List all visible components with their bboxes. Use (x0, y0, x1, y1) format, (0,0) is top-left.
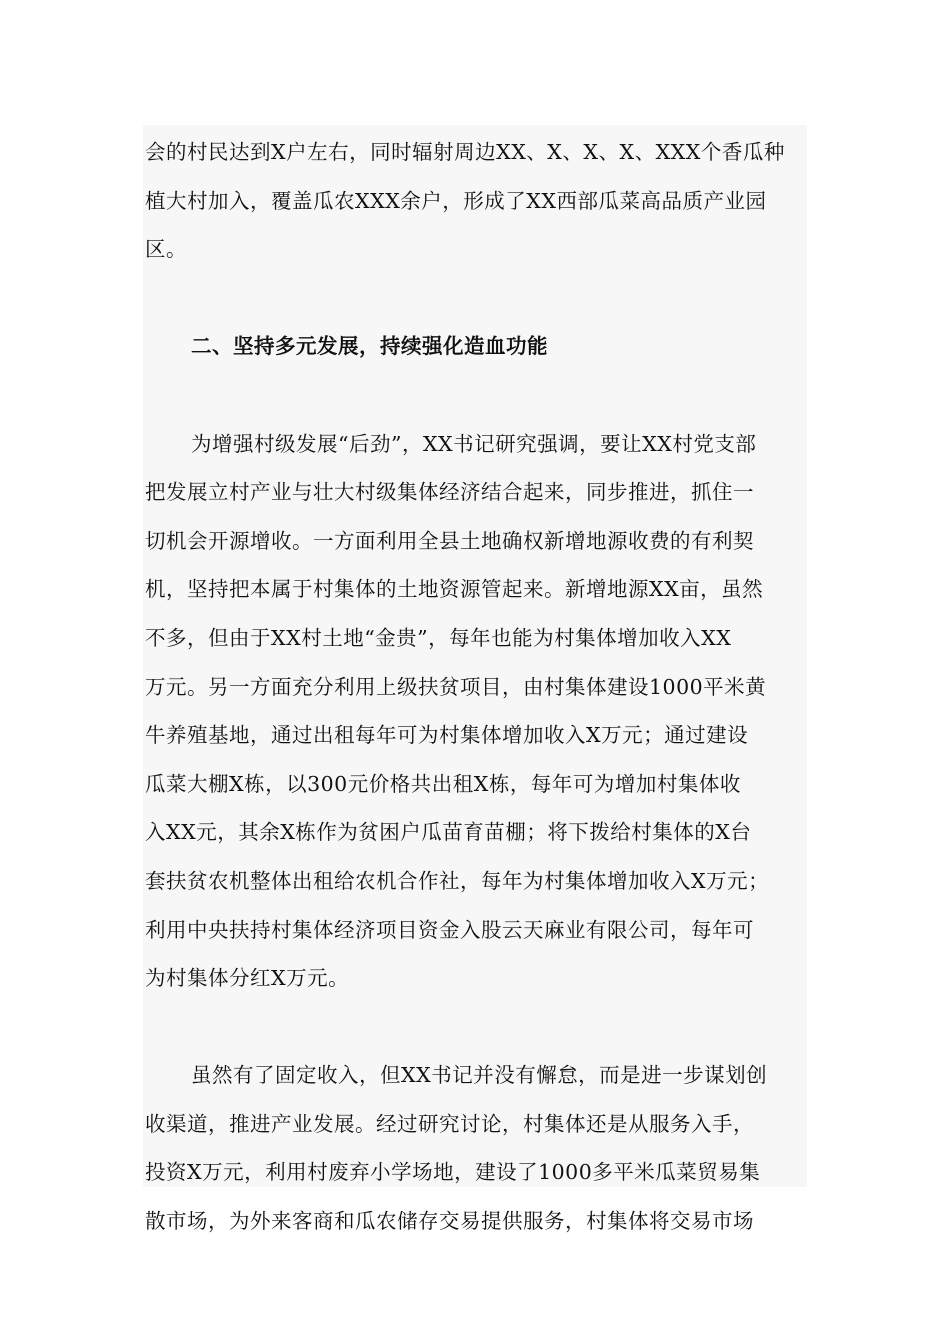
paragraph (145, 420, 810, 1003)
text-line: 切机会开源增收。一方面利用全县土地确权新增地源收费的有利契 (145, 528, 754, 553)
text-line: 散市场，为外来客商和瓜农储存交易提供服务，村集体将交易市场 (145, 1209, 754, 1234)
text-line: 投资X万元，利用村废弃小学场地，建设了1000多平米瓜菜贸易集 (145, 1160, 761, 1185)
paragraph-spacer (145, 1003, 810, 1052)
paragraph (145, 1051, 810, 1245)
document-body (145, 128, 810, 1246)
section-heading: 二、坚持多元发展，持续强化造血功能 (191, 334, 548, 359)
text-line: 入XX元，其余X栋作为贫困户瓜苗育苗棚；将下拨给村集体的X台 (145, 820, 752, 845)
paragraph (145, 128, 810, 274)
paragraph-spacer (145, 274, 810, 323)
text-line: 为增强村级发展“后劲”，XX书记研究强调，要让XX村党支部 (191, 431, 757, 456)
text-line: 套扶贫农机整体出租给农机合作社，每年为村集体增加收入X万元； (145, 868, 770, 893)
text-line: 机，坚持把本属于村集体的土地资源管起来。新增地源XX亩，虽然 (145, 577, 764, 602)
text-line: 会的村民达到X户左右，同时辐射周边XX、X、X、X、XXX个香瓜种 (145, 140, 785, 164)
text-line: 不多，但由于XX村土地“金贵”，每年也能为村集体增加收入XX (145, 625, 732, 650)
text-line: 植大村加入，覆盖瓜农XXX余户，形成了XX西部瓜菜高品质产业园 (145, 188, 767, 213)
text-line: 利用中央扶持村集体经济项目资金入股云天麻业有限公司，每年可 (145, 917, 754, 942)
paragraph-spacer (145, 371, 810, 420)
text-line: 为村集体分红X万元。 (145, 966, 350, 991)
text-line: 牛养殖基地，通过出租每年可为村集体增加收入X万元；通过建设 (145, 723, 749, 748)
text-line: 瓜菜大棚X栋，以300元价格共出租X栋，每年可为增加村集体收 (145, 771, 741, 796)
text-line: 把发展立村产业与壮大村级集体经济结合起来，同步推进，抓住一 (145, 480, 754, 505)
text-line: 万元。另一方面充分利用上级扶贫项目，由村集体建设1000平米黄 (145, 674, 767, 699)
text-line: 虽然有了固定收入，但XX书记并没有懈怠，而是进一步谋划创 (191, 1063, 768, 1088)
text-line: 区。 (145, 237, 187, 262)
text-line: 收渠道，推进产业发展。经过研究讨论，村集体还是从服务入手， (145, 1111, 754, 1136)
